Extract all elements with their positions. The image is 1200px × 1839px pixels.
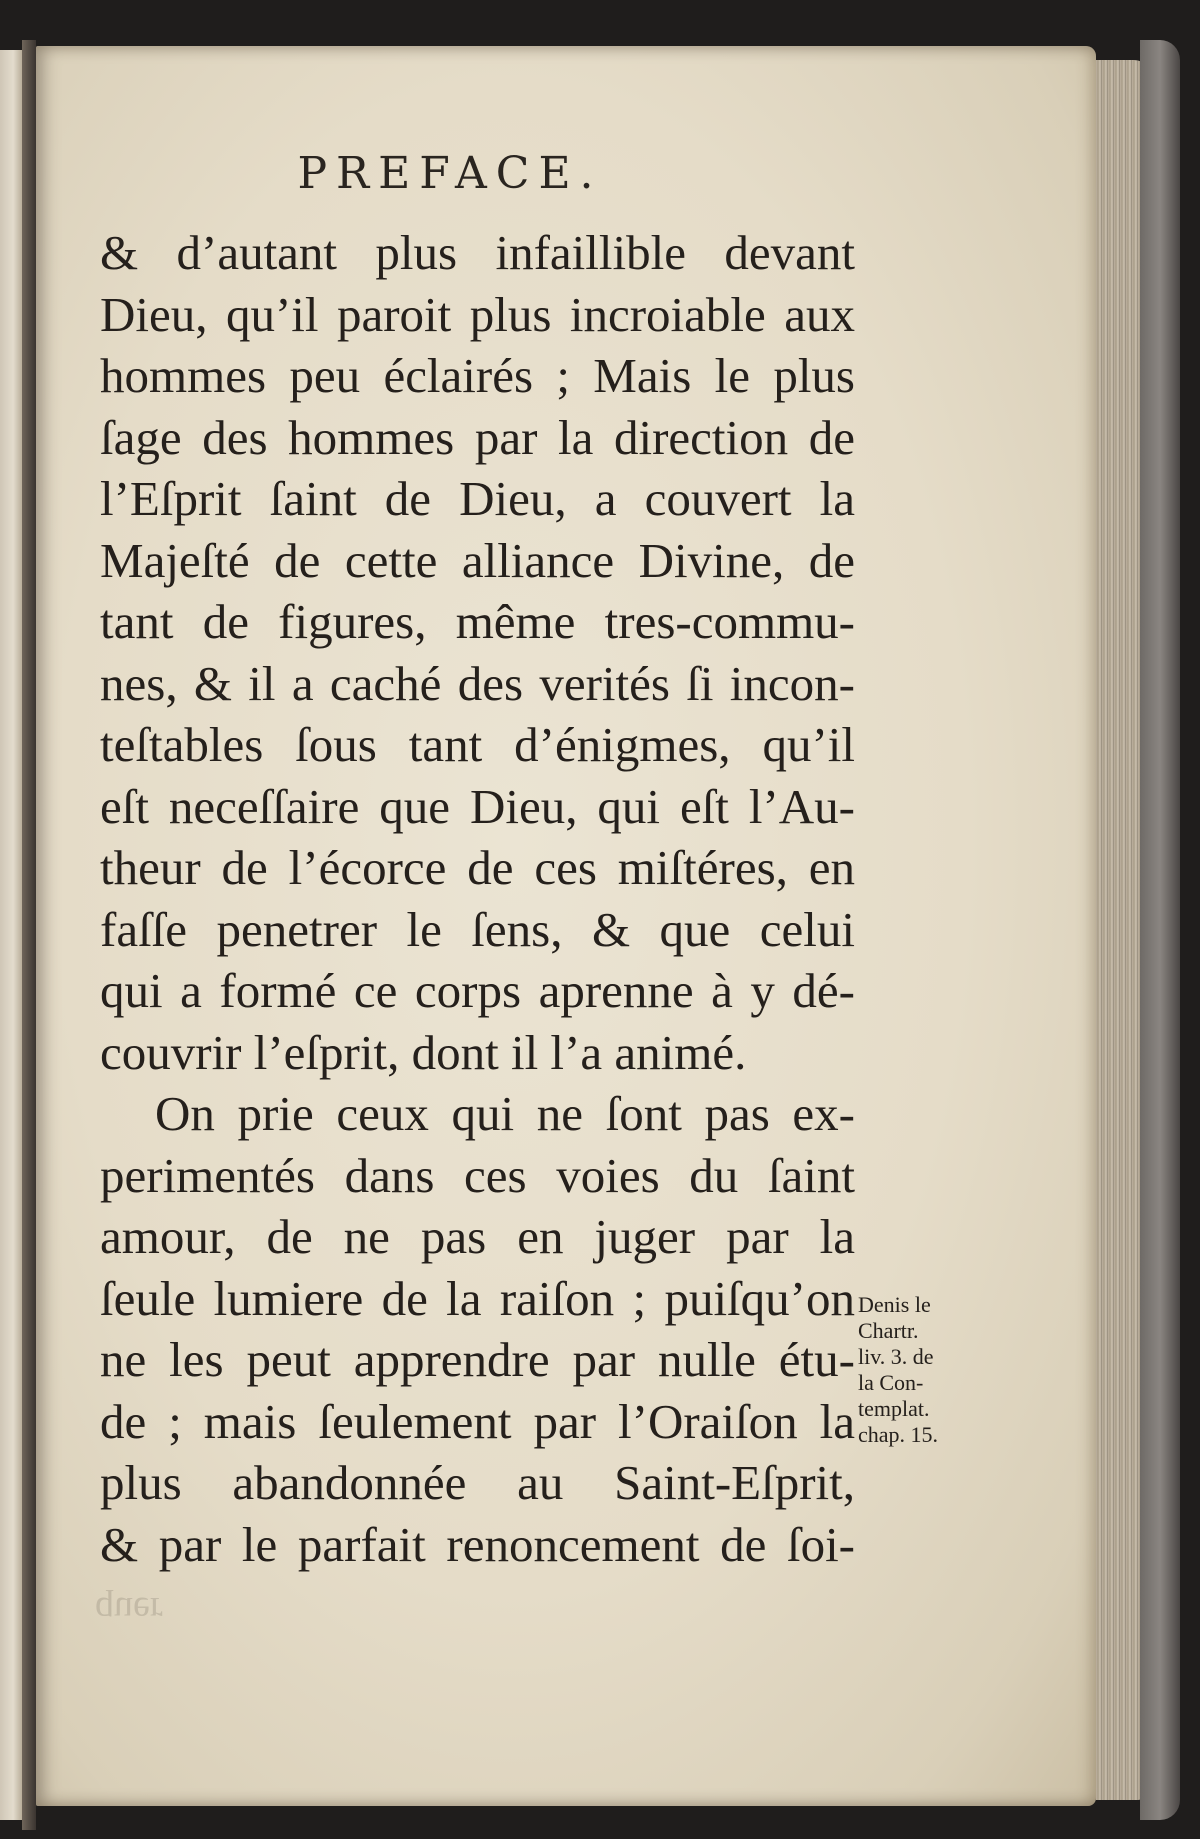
facing-page-edge bbox=[0, 50, 22, 1820]
text-line: qui a formé ce corps aprenne à y dé- bbox=[100, 963, 855, 1018]
book-gutter bbox=[22, 40, 36, 1830]
text-line: On prie ceux qui ne ſont pas ex- bbox=[155, 1086, 855, 1141]
text-line: couvrir l’eſprit, dont il l’a animé. bbox=[100, 1024, 747, 1080]
showthrough-catchword: quer bbox=[95, 1589, 163, 1631]
marginal-note bbox=[858, 1292, 988, 1448]
marginal-note-line: Chartr. bbox=[858, 1318, 919, 1343]
text-line: ne les peut apprendre par nulle étu- bbox=[100, 1332, 855, 1387]
text-line: ſeule lumiere de la raiſon ; puiſqu’on bbox=[100, 1270, 855, 1326]
text-line: & d’autant plus infaillible devant bbox=[100, 225, 855, 280]
body-text bbox=[100, 222, 855, 1575]
text-line: de ; mais ſeulement par l’Oraiſon la bbox=[100, 1393, 855, 1449]
text-line: & par le parfait renoncement de ſoi- bbox=[100, 1516, 855, 1572]
text-line: perimentés dans ces voies du ſaint bbox=[100, 1147, 855, 1203]
running-header: PREFACE. bbox=[297, 148, 603, 199]
book-cover-edge bbox=[1140, 40, 1180, 1820]
text-line: amour, de ne pas en juger par la bbox=[100, 1209, 855, 1264]
text-line: nes, & il a caché des verités ſi incon- bbox=[100, 655, 855, 711]
marginal-note-line: la Con- bbox=[858, 1370, 924, 1395]
text-line: hommes peu éclairés ; Mais le plus bbox=[100, 348, 855, 403]
text-line: faſſe penetrer le ſens, & que celui bbox=[100, 901, 855, 957]
text-line: eſt neceſſaire que Dieu, qui eſt l’Au- bbox=[100, 778, 855, 834]
text-line: theur de l’écorce de ces miſtéres, en bbox=[100, 840, 855, 895]
text-line: teſtables ſous tant d’énigmes, qu’il bbox=[100, 717, 855, 772]
marginal-note-line: Denis le bbox=[858, 1292, 931, 1317]
marginal-note-line: liv. 3. de bbox=[858, 1344, 934, 1369]
text-line: tant de figures, même tres-commu- bbox=[100, 594, 855, 649]
text-line: plus abandonnée au Saint-Eſprit, bbox=[100, 1455, 855, 1510]
text-line: l’Eſprit ſaint de Dieu, a couvert la bbox=[100, 471, 855, 526]
text-line: ſage des hommes par la direction de bbox=[100, 409, 855, 465]
marginal-note-line: chap. 15. bbox=[858, 1422, 939, 1447]
text-line: Majeſté de cette alliance Divine, de bbox=[100, 532, 855, 588]
text-line: Dieu, qu’il paroit plus incroiable aux bbox=[100, 286, 855, 342]
marginal-note-line: templat. bbox=[858, 1396, 930, 1421]
